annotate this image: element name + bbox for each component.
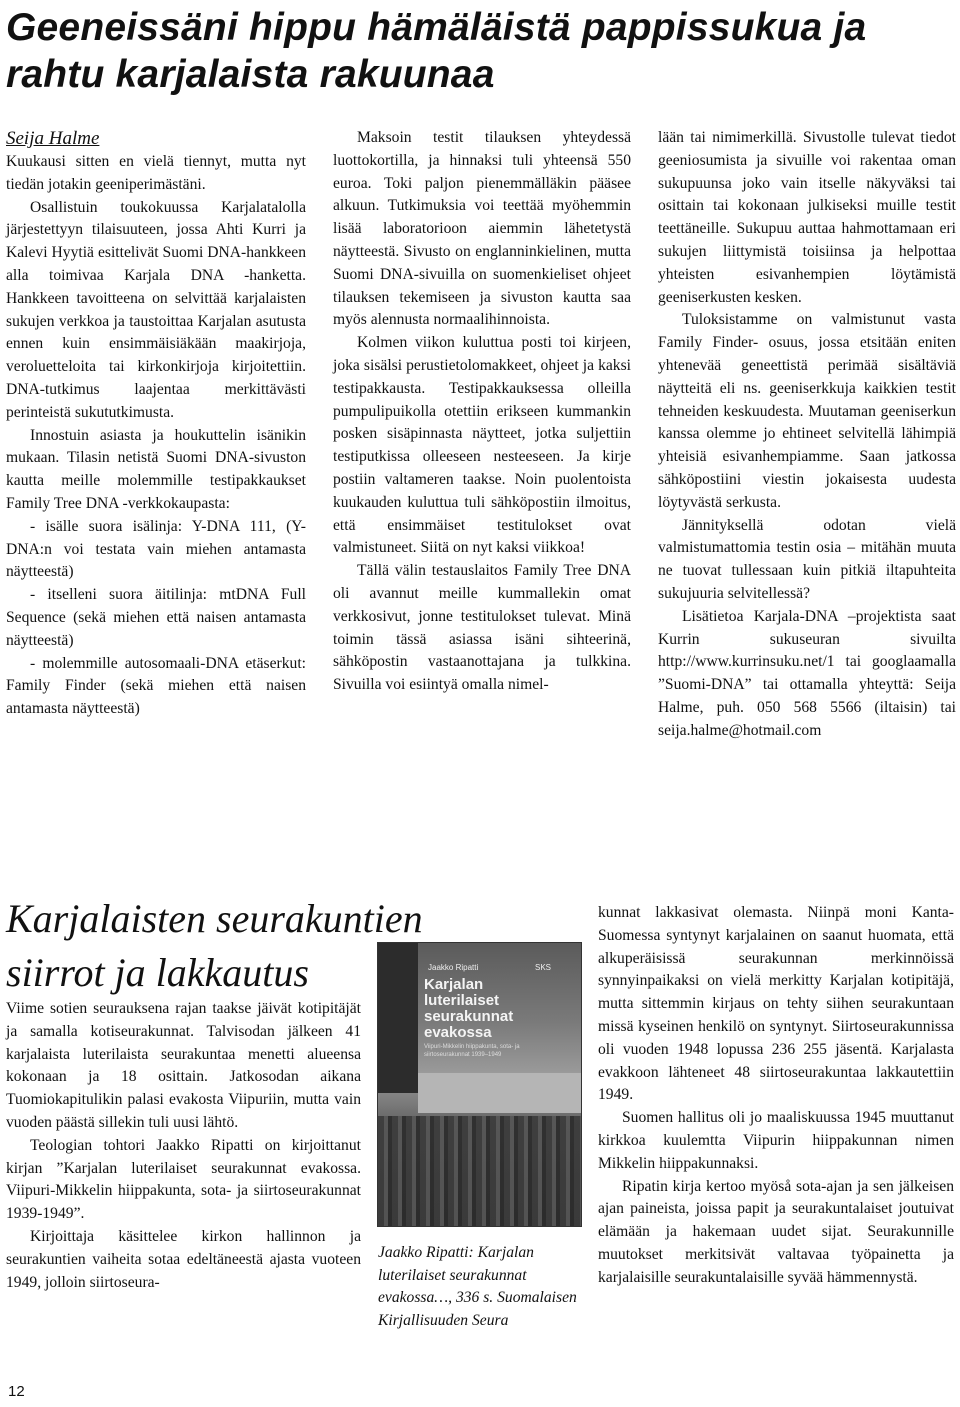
paragraph: Kirjoittaja käsittelee kirkon hallinnon ja seurakuntien vaiheita sotaa edeltäneestä ajasta vuoteen 1949, jolloin siirtoseura-	[6, 1227, 361, 1291]
paragraph: Tällä välin testauslaitos Family Tree DNA oli avannut meille kummallekin omat verkkosivut, jonne testitulokset tulevat. Minä toimin tässä asiassa isäni sihteerinä, sähköpostin vastaanottajana ja tulkkina. Sivuilla voi esiintyä omalla nimel-	[333, 562, 631, 694]
author-byline: Seija Halme	[6, 128, 100, 149]
paragraph: Suomen hallitus oli jo maaliskuussa 1945 muuttanut kirkkoa kuulemtta Viipurin hiippakunnan nimen Mikkelin hiippakunnaksi.	[598, 1109, 954, 1172]
image-caption: Jaakko Ripatti: Karjalan luterilaiset seurakunnat evakossa…, 336 s. Suomalaisen Kirjallisuuden Seura	[378, 1244, 577, 1329]
article2-title: Karjalaisten seurakuntien siirrot ja lakkautus	[6, 896, 423, 995]
article1-column-3	[658, 127, 956, 743]
article1-column-1	[6, 127, 306, 721]
book-cover-image	[377, 942, 582, 1227]
article2-column-2	[598, 902, 954, 1290]
sky-photo-area	[418, 1073, 581, 1113]
paragraph: kunnat lakkasivat olemasta. Niinpä moni Kanta-Suomessa syntynyt karjalainen on saanut huomata, että alkuperäisissä seurakunnan merkinnöissä synnyinpaikaksi on vielä merkitty Karjalan kotipitäjä, mutta sittemmin kirjaus on tehty siihen seurakuntaan missä kyseinen henkilö on syntynyt. Siirtoseurakunnissa oli vuoden 1948 lopussa 236 255 jäsentä. Karjalasta evakkoon lähteneet 48 siirtoseurakuntaa lakkautettiin 1949.	[598, 904, 954, 1104]
ruin-photo-area	[378, 943, 418, 1093]
crowd-photo-area	[378, 1116, 581, 1226]
paragraph: Lisätietoa Karjala-DNA –projektista saat Kurrin sukuseuran sivuilta http://www.kurrinsuku.net/1 tai googlaamalla ”Suomi-DNA” tai ottamalla yhteyttä: Seija Halme, puh. 050 568 5566 (iltaisin) tai seija.halme@hotmail.com	[658, 607, 956, 739]
article-title: Geeneissäni hippu hämäläistä pappissukua ja rahtu karjalaista rakuunaa	[6, 6, 867, 96]
paragraph: Maksoin testit tilauksen yhteydessä luottokortilla, ja hinnaksi tuli yhteensä 550 euroa. Toki paljon pienemmälläkin pääsee alkuun. Tutkimuksia voi teettää myöhemmin lisää laboratorioon aiemmin lähetetystä näytteestä. Sivusto on englanninkielinen, mutta Suomi DNA-sivuilla on suomenkieliset ohjeet tilauksen tekemiseen ja sivuston kautta saa myös alennusta normaalihinnoista.	[333, 129, 631, 329]
paragraph: Innostuin asiasta ja houkuttelin isänikin mukaan. Tilasin netistä Suomi DNA-sivuston kautta meille molemmille testipakkaukset Family Tree DNA -verkkokaupasta:	[6, 426, 306, 512]
paragraph: Kuukausi sitten en vielä tiennyt, mutta nyt tiedän jotakin geeniperimästäni.	[6, 153, 306, 193]
book-title: Karjalan luterilaiset seurakunnat evakossa	[424, 976, 514, 1041]
book-subtitle: Viipuri-Mikkelin hiippakunta, sota- ja siirtoseurakunnat 1939–1949	[424, 1044, 520, 1058]
paragraph: Tuloksistamme on valmistunut vasta Family Finder- osuus, jossa etsitään eniten yhtenevää geneettistä perimää sisältäviä näytteitä eli ns. geeniserkkuja kaikkien testit tehneiden keskuudesta. Muutaman geeniserkun kanssa olemme jo ehtineet selvitellä lähimpiä yhteisiä esivanhempiamme. Saan jatkossa sähköpostiini viestin jokaisesta uudesta löytyvästä serkusta.	[658, 311, 956, 511]
list-item: - isälle suora isälinja: Y-DNA 111, (Y-DNA:n voi testata vain miehen antamasta näytteestä)	[6, 517, 306, 581]
paragraph: Jännityksellä odotan vielä valmistumattomia testin osia – mitähän muuta ne tuovat tullessaan kuin pitkiä iltapuhteita sukujuuria selvitellessä?	[658, 516, 956, 602]
list-item: - molemmille autosomaali-DNA etäserkut: Family Finder (sekä miehen että naisen antamasta näytteestä)	[6, 654, 306, 718]
paragraph: Ripatin kirja kertoo myöså sota-ajan ja sen jälkeisen ajan paineista, joissa papit ja seurakuntalaiset joutuivat elämään ja hakemaan uudet sijat. Seurakunnille muutokset merkitsivät valtavaa työpainetta ja karjalaisille seurakuntalaisille syvää hämmennystä.	[598, 1177, 954, 1286]
article2-column-1	[6, 998, 361, 1294]
page-number: 12	[8, 1383, 25, 1400]
book-author: Jaakko Ripatti	[428, 963, 479, 972]
paragraph: Teologian tohtori Jaakko Ripatti on kirjoittanut kirjan ”Karjalan luterilaiset seurakunnat evakossa. Viipuri-Mikkelin hiippakunta, sota- ja siirtoseurakunnat 1939-1949”.	[6, 1136, 361, 1223]
book-publisher-mark: SKS	[534, 963, 551, 972]
paragraph: Kolmen viikon kuluttua posti toi kirjeen, joka sisälsi perustietolomakkeet, ohjeet ja kaksi testipakkausta. Testipakkauksessa olleilla pumpulipuikolla otettiin erikseen kummankin posken sisäpinnasta näytteet, jotka suljettiin testiputkissa olleeseen nesteeseen. Ja kirje postiin valtameren taakse. Noin puolentoista kuukauden kuluttua tuli sähköpostiin ilmoitus, että ensimmäiset testitulokset ovat valmistuneet. Siitä on nyt kaksi viikkoa!	[333, 334, 631, 557]
paragraph: Viime sotien seurauksena rajan taakse jäivät kotipitäjät ja samalla kotiseurakunnat. Talvisodan jälkeen 41 karjalaista luterilaista seurakuntaa menetti alueensa kokonaan ja 18 osittain. Jatkosodan aikana Tuomiokapitulikin palasi evakosta Viipuriin, mutta vain vuoden päästä sillekin tuli uusi lähtö.	[6, 1000, 361, 1131]
article1-column-2	[333, 127, 631, 697]
list-item: - itselleni suora äitilinja: mtDNA Full Sequence (sekä miehen että naisen antamasta näytteestä)	[6, 586, 306, 649]
paragraph: Osallistuin toukokuussa Karjalatalolla järjestettyyn tilaisuuteen, jossa Ahti Kurri ja Kalevi Hyytiä esittelivät Suomi DNA-hankkeen alla toimivaa Karjala DNA -hanketta. Hankkeen tavoitteena on selvittää karjalaisten sukujen verkkoa ja taustoittaa Karjalan asutusta ennen kuin ensimmäisiäkään maakirjoja, veroluetteloita tai kirkonkirjoja kirjoitettiin. DNA-tutkimus laajentaa merkittävästi perinteistä sukututkimusta.	[6, 198, 306, 421]
paragraph: lään tai nimimerkillä. Sivustolle tulevat tiedot geeniosumista ja sivuille voi rakentaa oman sukupuunsa joko vain itselle näkyväksi tai osittain tai kokonaan julkiseksi muille testit teettäneille. Sukupuu auttaa hahmottamaan eri sukujen liittymistä toisiinsa ja helpottaa yhteisten esivanhempien löytämistä geeniserkusten kesken.	[658, 129, 956, 306]
